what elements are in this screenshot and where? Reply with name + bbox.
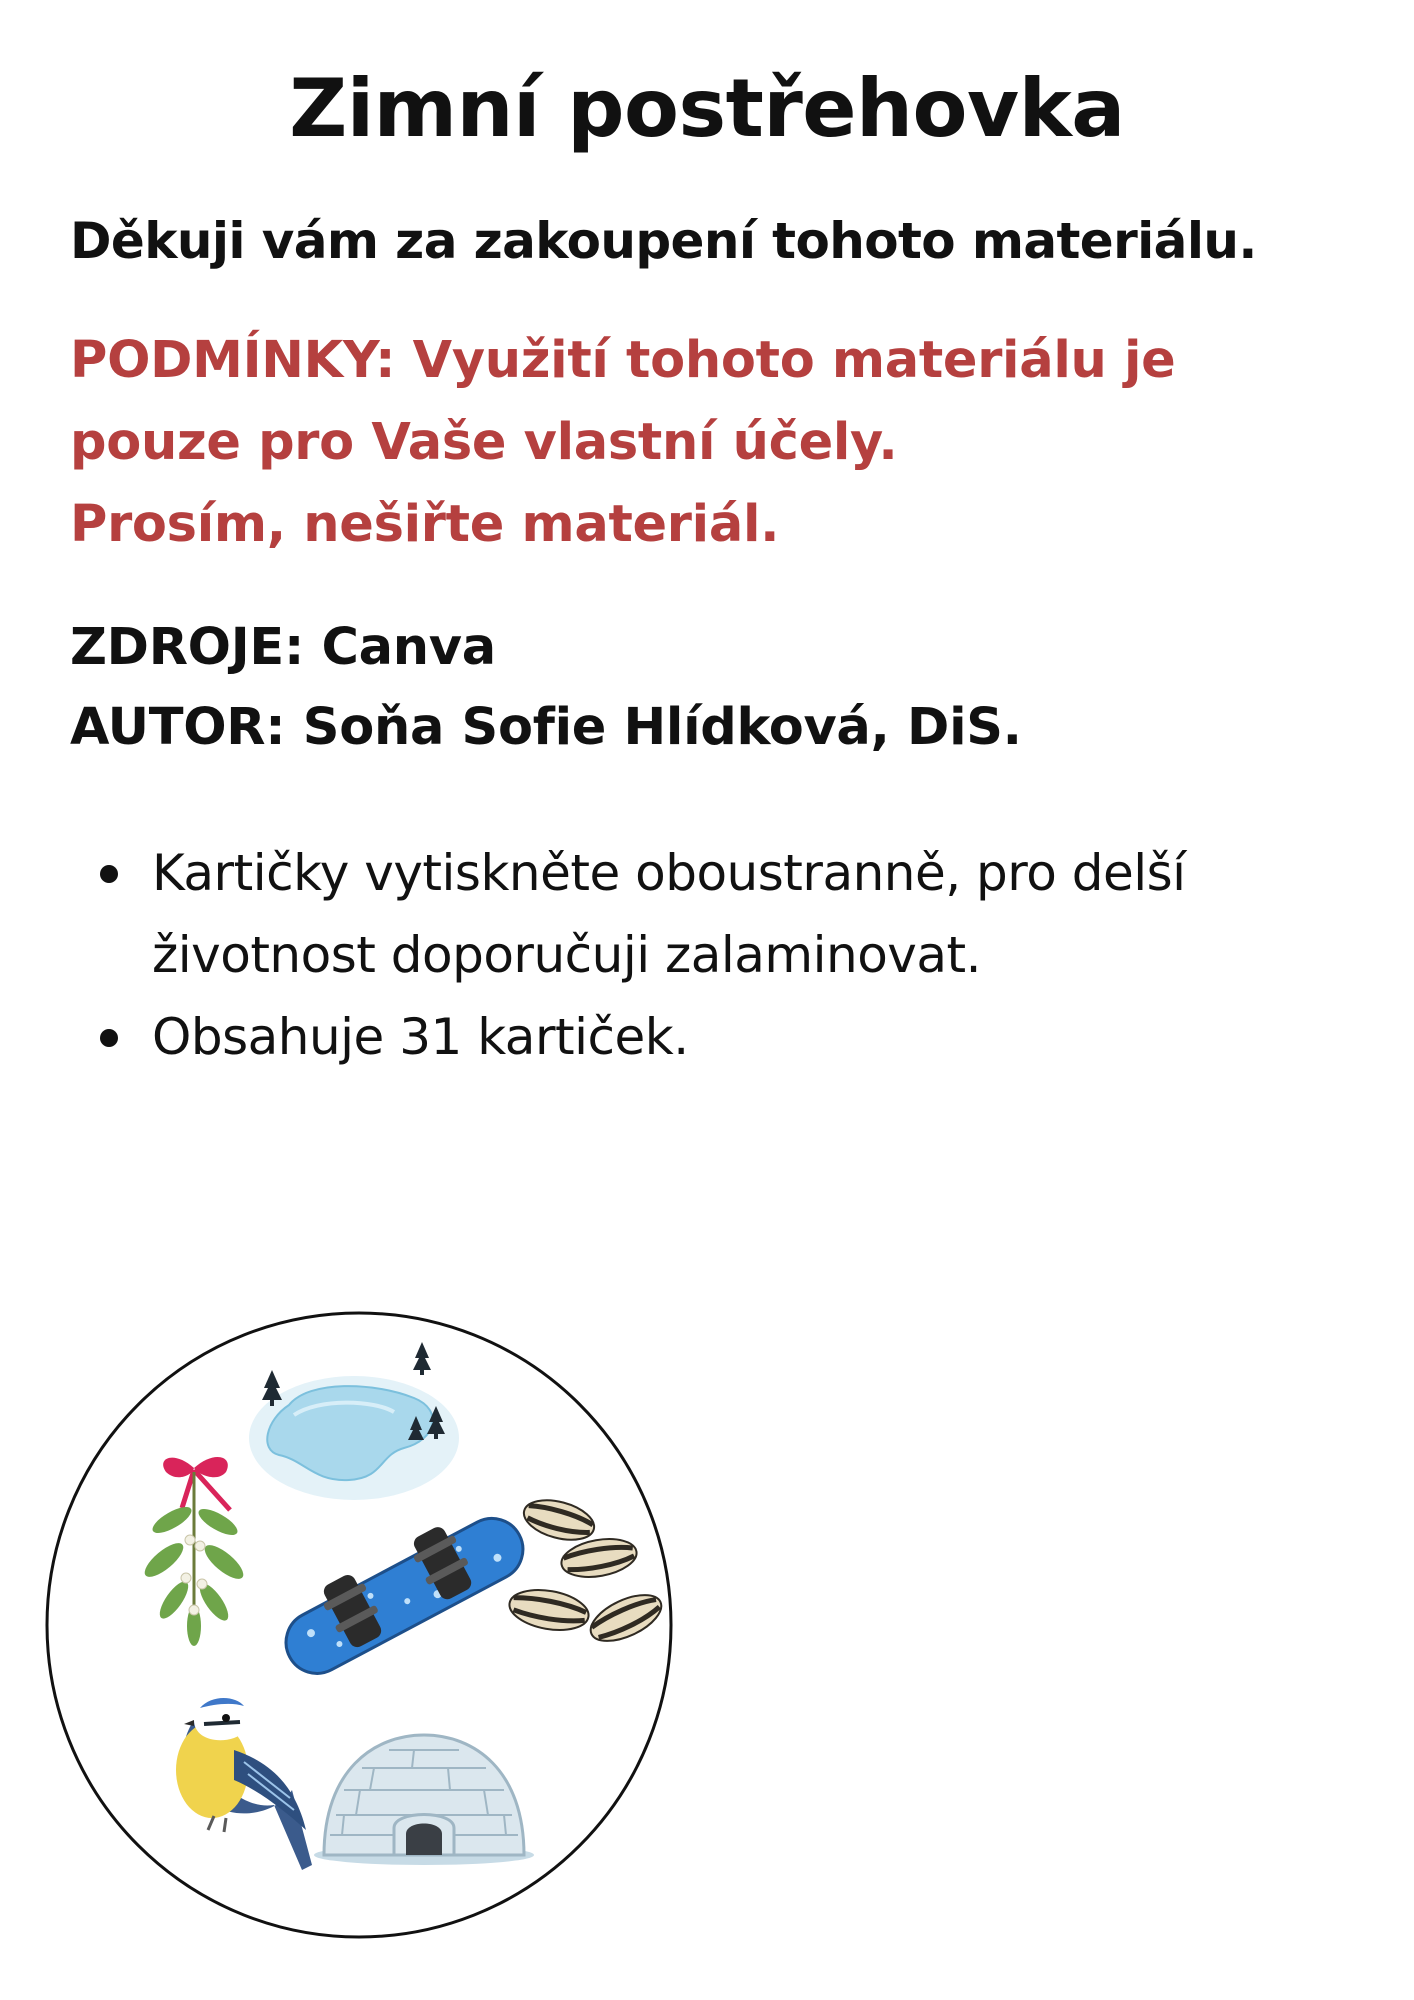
card-illustration <box>44 1310 674 1940</box>
conditions-line: PODMÍNKY: Využití tohoto materiálu je <box>70 331 1176 390</box>
list-item-text: Obsahuje 31 kartiček. <box>152 1008 689 1066</box>
page-title: Zimní postřehovka <box>289 62 1125 155</box>
thank-you-text: Děkuji vám za zakoupení tohoto materiálu. <box>70 212 1257 270</box>
bullet-icon <box>100 1029 118 1047</box>
credits-block <box>70 608 1022 768</box>
author-line: AUTOR: Soňa Sofie Hlídková, DiS. <box>70 698 1022 757</box>
conditions-block <box>70 320 1175 566</box>
list-item <box>70 832 1186 996</box>
list-item <box>70 996 1186 1078</box>
list-item-text: Kartičky vytiskněte oboustranně, pro delší <box>152 844 1186 902</box>
conditions-line: pouze pro Vaše vlastní účely. <box>70 413 898 472</box>
list-item-text: životnost doporučuji zalaminovat. <box>152 926 982 984</box>
instructions-list <box>70 832 1186 1078</box>
conditions-line: Prosím, nešiřte materiál. <box>70 495 780 554</box>
sources-line: ZDROJE: Canva <box>70 618 496 677</box>
bullet-icon <box>100 865 118 883</box>
